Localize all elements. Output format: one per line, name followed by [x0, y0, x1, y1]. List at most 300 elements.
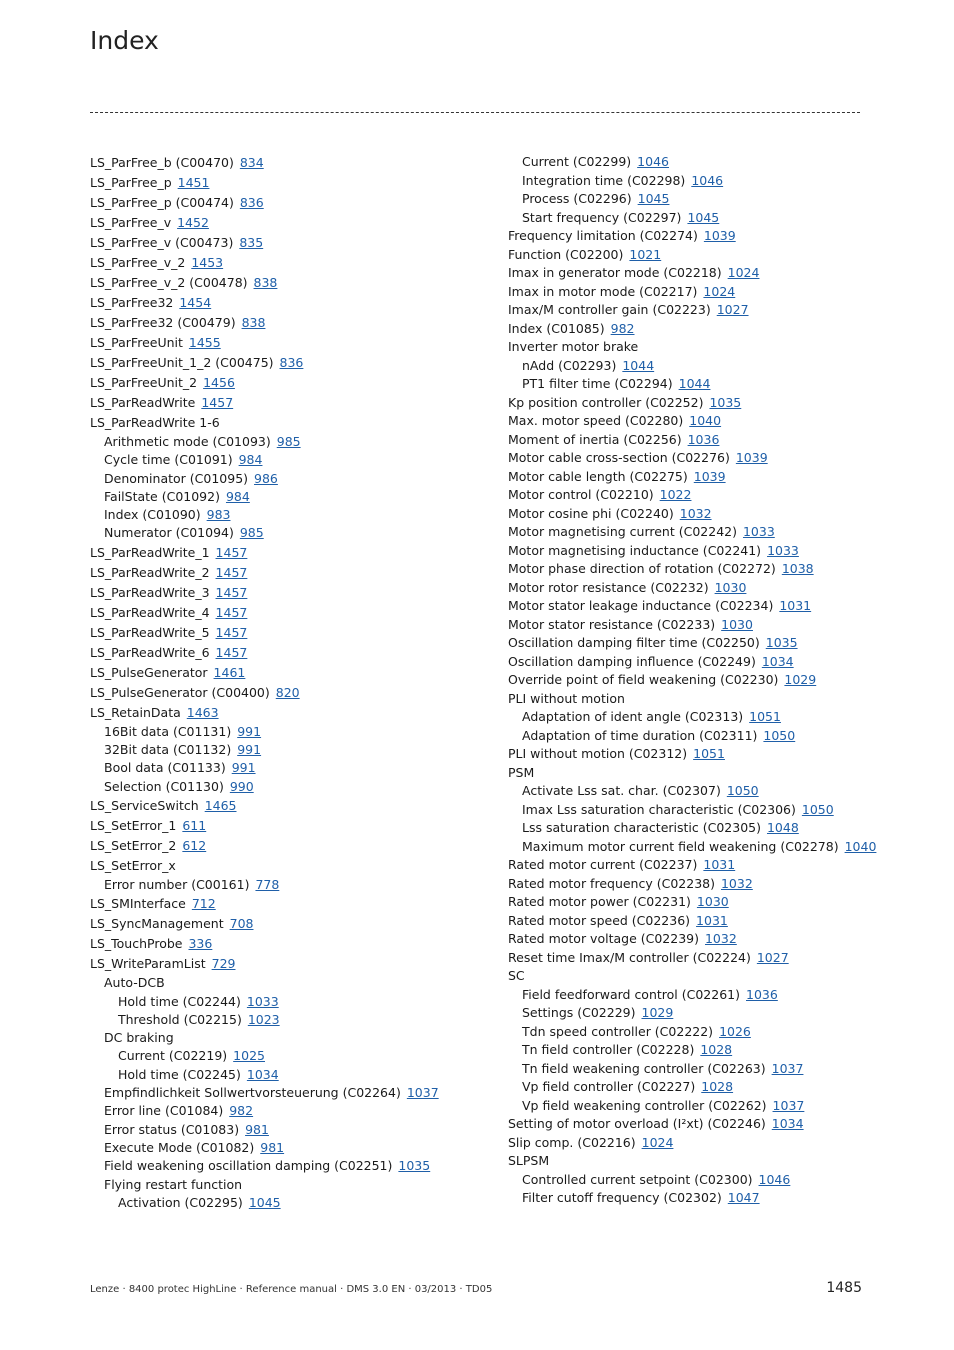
index-entry	[508, 616, 868, 635]
index-entry-label: LS_ParReadWrite	[90, 395, 196, 410]
index-entry	[90, 894, 490, 914]
index-entry	[90, 293, 490, 313]
index-entry	[90, 723, 490, 741]
page-link[interactable]: 1037	[771, 1060, 804, 1076]
index-entry	[90, 543, 490, 563]
index-entry	[508, 801, 868, 820]
index-entry-label: LS_SetError_1	[90, 817, 177, 833]
page-link[interactable]: 1030	[714, 579, 747, 595]
page-link[interactable]: 1050	[801, 801, 834, 817]
index-entry-label: Imax in generator mode (C02218)	[508, 265, 722, 280]
page-link[interactable]: 1051	[693, 746, 725, 761]
index-entry	[90, 603, 490, 623]
index-entry	[508, 375, 868, 394]
index-entry	[508, 412, 868, 431]
page-link[interactable]: 1038	[781, 561, 814, 576]
index-entry	[508, 1134, 868, 1153]
index-entry	[508, 1097, 868, 1116]
index-entry	[90, 856, 490, 876]
page-link[interactable]: 991	[237, 723, 262, 739]
page-link[interactable]: 1045	[637, 191, 670, 206]
index-entry	[90, 1084, 490, 1102]
page-link[interactable]: 1030	[721, 616, 753, 632]
page-link[interactable]: 1463	[186, 704, 219, 720]
page-link[interactable]: 983	[206, 507, 231, 523]
page-link[interactable]: 1037	[772, 1097, 805, 1113]
page-link[interactable]: 981	[245, 1121, 269, 1137]
index-entry-label: Integration time (C02298)	[522, 172, 686, 188]
page-link[interactable]: 712	[191, 896, 216, 912]
index-entry-label: LS_SetError_2	[90, 837, 177, 853]
index-entry-label: Adaptation of time duration (C02311)	[522, 727, 758, 743]
index-entry-label: LS_ParFree_v_2 (C00478)	[90, 275, 248, 290]
index-entry	[508, 875, 868, 894]
index-entry-label: LS_TouchProbe	[90, 936, 183, 952]
index-column-left	[90, 153, 490, 1212]
index-entry-label: LS_ParReadWrite_5	[90, 624, 210, 640]
index-entry-label: Setting of motor overload (I²xt) (C02246)	[508, 1116, 766, 1131]
page-link[interactable]: 1036	[746, 986, 778, 1002]
index-entry-label: Motor stator resistance (C02233)	[508, 616, 716, 632]
index-entry	[90, 1194, 490, 1212]
page-link[interactable]: 1455	[188, 335, 221, 350]
page-link[interactable]: 836	[279, 355, 304, 370]
index-entry-label: LS_ParReadWrite_3	[90, 584, 210, 600]
index-entry-label: Auto-DCB	[104, 975, 165, 991]
index-entry-label: LS_ParFree_v	[90, 215, 172, 230]
index-entry-label: Error number (C00161)	[104, 876, 250, 892]
index-entry	[508, 579, 868, 598]
index-entry	[90, 759, 490, 777]
index-entry	[90, 393, 490, 413]
index-entry	[90, 1139, 490, 1157]
index-entry	[90, 816, 490, 836]
index-entry-label: Vp field weakening controller (C02262)	[522, 1097, 767, 1113]
index-entry	[90, 1176, 490, 1194]
index-entry	[90, 1047, 490, 1065]
index-entry-label: Oscillation damping filter time (C02250)	[508, 635, 760, 650]
index-entry	[90, 836, 490, 856]
index-entry-label: Lss saturation characteristic (C02305)	[522, 820, 761, 835]
index-entry-label: Motor cable length (C02275)	[508, 468, 688, 484]
index-entry	[508, 745, 868, 764]
index-entry-label: LS_PulseGenerator (C00400)	[90, 684, 270, 700]
page-link[interactable]: 1027	[756, 949, 789, 965]
page-link[interactable]: 1457	[215, 624, 248, 640]
page-link[interactable]: 1451	[177, 175, 210, 190]
index-entry	[508, 190, 868, 209]
page-link[interactable]: 1461	[213, 664, 246, 680]
index-entry	[90, 253, 490, 273]
index-entry	[90, 623, 490, 643]
index-entry	[90, 1102, 490, 1120]
index-entry	[508, 283, 868, 302]
index-entry	[90, 470, 490, 488]
index-entry-label: Settings (C02229)	[522, 1005, 636, 1020]
index-entry-label: Activate Lss sat. char. (C02307)	[522, 783, 721, 798]
index-entry-label: Function (C02200)	[508, 246, 624, 262]
index-entry-label: LS_WriteParamList	[90, 956, 206, 972]
index-entry	[90, 506, 490, 524]
page-link[interactable]: 1031	[696, 912, 728, 928]
index-entry	[508, 357, 868, 376]
page-link[interactable]: 1031	[703, 857, 736, 872]
page-link[interactable]: 991	[237, 742, 262, 758]
index-entry	[508, 505, 868, 524]
page-link[interactable]: 1051	[749, 709, 781, 724]
index-entry	[508, 1152, 868, 1171]
index-entry-label: Motor rotor resistance (C02232)	[508, 579, 709, 595]
index-entry-label: Adaptation of ident angle (C02313)	[522, 709, 744, 724]
page-link[interactable]: 1033	[246, 993, 279, 1009]
index-entry	[90, 173, 490, 193]
index-entry-label: Override point of field weakening (C02230)	[508, 672, 779, 687]
page-link[interactable]: 1452	[177, 215, 209, 230]
index-entry-label: LS_ServiceSwitch	[90, 797, 199, 813]
index-entry-label: Hold time (C02244)	[118, 993, 241, 1009]
index-entry-label: Filter cutoff frequency (C02302)	[522, 1190, 722, 1205]
page-link[interactable]: 1050	[763, 727, 796, 743]
index-entry	[90, 524, 490, 542]
index-entry	[90, 663, 490, 683]
index-entry-label: Execute Mode (C01082)	[104, 1139, 255, 1155]
page-link[interactable]: 834	[239, 155, 264, 170]
index-entry-label: Oscillation damping influence (C02249)	[508, 653, 756, 669]
page-link[interactable]: 1457	[215, 564, 248, 580]
index-entry	[90, 1066, 490, 1084]
page-link[interactable]: 611	[182, 817, 207, 833]
index-entry	[508, 1115, 868, 1134]
index-entry	[90, 153, 490, 173]
index-entry-label: Kp position controller (C02252)	[508, 394, 704, 410]
page-link[interactable]: 984	[225, 488, 250, 504]
page-link[interactable]: 1040	[844, 838, 877, 854]
page-link[interactable]: 1457	[201, 395, 234, 410]
index-entry	[90, 213, 490, 233]
index-entry	[90, 683, 490, 703]
page-link[interactable]: 1027	[716, 302, 749, 317]
page-link[interactable]: 1046	[637, 154, 669, 169]
page-link[interactable]: 1039	[693, 468, 726, 484]
page-link[interactable]: 1036	[687, 431, 720, 447]
index-entry	[508, 1078, 868, 1097]
page-link[interactable]: 1032	[720, 875, 753, 891]
page-link[interactable]: 1034	[761, 653, 794, 669]
page-link[interactable]: 1032	[679, 505, 712, 521]
index-entry	[90, 313, 490, 333]
index-entry-label: FailState (C01092)	[104, 488, 220, 504]
index-entry	[90, 643, 490, 663]
page-link[interactable]: 1046	[691, 172, 724, 188]
page-link[interactable]: 1035	[709, 394, 742, 410]
page-link[interactable]: 838	[241, 315, 266, 330]
page-link[interactable]: 982	[229, 1103, 254, 1119]
index-entry	[508, 967, 868, 986]
index-entry-label: Rated motor speed (C02236)	[508, 912, 691, 928]
page-link[interactable]: 1035	[398, 1158, 431, 1174]
index-entry-label: 32Bit data (C01132)	[104, 742, 232, 758]
index-entry	[90, 233, 490, 253]
index-entry-label: Vp field controller (C02227)	[522, 1079, 696, 1094]
index-entry	[508, 634, 868, 653]
index-entry-label: LS_ParFree32 (C00479)	[90, 315, 236, 330]
page-link[interactable]: 985	[276, 434, 301, 449]
index-entry	[508, 856, 868, 875]
index-entry-label: Tn field weakening controller (C02263)	[522, 1060, 766, 1076]
index-entry-label: LS_ParReadWrite_2	[90, 564, 210, 580]
index-entry-label: Current (C02219)	[118, 1048, 228, 1064]
index-entry	[508, 246, 868, 265]
page-link[interactable]: 1023	[247, 1011, 280, 1027]
index-entry-label: Rated motor voltage (C02239)	[508, 931, 699, 946]
page-link[interactable]: 1457	[215, 644, 248, 660]
index-entry	[90, 583, 490, 603]
index-entry-label: LS_ParFreeUnit_1_2 (C00475)	[90, 355, 274, 370]
index-entry-label: Maximum motor current field weakening (C02278)	[522, 838, 839, 854]
page-link[interactable]: 981	[260, 1139, 285, 1155]
index-entry	[90, 974, 490, 992]
page-link[interactable]: 836	[239, 195, 264, 210]
index-entry-label: LS_PulseGenerator	[90, 664, 208, 680]
index-entry-label: Cycle time (C01091)	[104, 452, 233, 468]
page-link[interactable]: 1040	[689, 413, 722, 428]
page-link[interactable]: 1024	[641, 1134, 674, 1150]
page-link[interactable]: 835	[239, 235, 264, 250]
page-link[interactable]: 1048	[766, 820, 799, 835]
index-entry-label: Motor magnetising inductance (C02241)	[508, 542, 762, 558]
index-entry	[508, 227, 868, 246]
index-column-right	[508, 153, 877, 1208]
index-entry-label: LS_ParFreeUnit	[90, 335, 183, 350]
index-entry	[508, 727, 868, 746]
page-link[interactable]: 1025	[233, 1048, 265, 1064]
index-entry-label: LS_ParFree_p	[90, 175, 172, 190]
index-entry	[508, 1041, 868, 1060]
page-link[interactable]: 1029	[641, 1005, 674, 1020]
index-entry	[90, 433, 490, 451]
index-entry-label: Bool data (C01133)	[104, 760, 226, 776]
index-entry-label: Rated motor frequency (C02238)	[508, 875, 715, 891]
index-entry	[508, 431, 868, 450]
page-link[interactable]: 1037	[406, 1085, 439, 1101]
page-link[interactable]: 1031	[779, 598, 812, 613]
index-entry-label: PLI without motion (C02312)	[508, 746, 688, 761]
page-link[interactable]: 1457	[215, 584, 248, 600]
index-entry-label: Arithmetic mode (C01093)	[104, 434, 271, 449]
index-entry-label: LS_ParReadWrite_6	[90, 644, 210, 660]
index-entry	[508, 468, 868, 487]
page-link[interactable]: 985	[239, 525, 264, 541]
index-entry-label: 16Bit data (C01131)	[104, 723, 232, 739]
page-link[interactable]: 1457	[215, 544, 248, 560]
page-link[interactable]: 1047	[727, 1190, 760, 1205]
index-entry	[508, 653, 868, 672]
page-link[interactable]: 1045	[687, 209, 720, 225]
index-entry-label: Index (C01090)	[104, 507, 201, 523]
index-entry-label: Frequency limitation (C02274)	[508, 228, 698, 243]
index-entry-label: Reset time Imax/M controller (C02224)	[508, 949, 751, 965]
page-link[interactable]: 1453	[191, 255, 224, 270]
index-entry-label: Imax/M controller gain (C02223)	[508, 302, 711, 317]
page-link[interactable]: 708	[229, 916, 254, 932]
index-entry-label: LS_ParFree32	[90, 295, 174, 310]
index-entry	[90, 993, 490, 1011]
index-entry-label: Controlled current setpoint (C02300)	[522, 1171, 753, 1187]
index-entry	[508, 1189, 868, 1208]
index-entry	[90, 451, 490, 469]
index-entry	[508, 301, 868, 320]
index-entry-label: Field weakening oscillation damping (C02251)	[104, 1158, 393, 1174]
page-link[interactable]: 1465	[204, 797, 237, 813]
index-entry	[508, 449, 868, 468]
page-link[interactable]: 1034	[771, 1116, 804, 1131]
page-link[interactable]: 1033	[742, 524, 775, 539]
index-entry	[508, 819, 868, 838]
index-entry-label: Selection (C01130)	[104, 778, 224, 794]
page-link[interactable]: 990	[229, 778, 254, 794]
index-entry	[90, 273, 490, 293]
page-link[interactable]: 838	[253, 275, 278, 290]
index-entry	[508, 338, 868, 357]
index-entry-label: LS_ParReadWrite 1-6	[90, 415, 220, 430]
index-entry	[90, 796, 490, 816]
index-entry-label: Motor cable cross-section (C02276)	[508, 450, 730, 465]
page-link[interactable]: 1044	[678, 376, 711, 391]
page-link[interactable]: 1026	[719, 1023, 751, 1039]
index-entry	[508, 394, 868, 413]
index-entry-label: Motor stator leakage inductance (C02234)	[508, 598, 774, 613]
page-link[interactable]: 1035	[765, 635, 798, 650]
index-entry	[508, 838, 877, 857]
index-entry-label: LS_SetError_x	[90, 857, 176, 873]
page-link[interactable]: 1046	[758, 1171, 791, 1187]
page-link[interactable]: 1030	[696, 894, 729, 909]
page-link[interactable]: 986	[254, 470, 278, 486]
page-link[interactable]: 1454	[179, 295, 212, 310]
page-link[interactable]: 1033	[767, 542, 799, 558]
index-entry-label: Denominator (C01095)	[104, 470, 249, 486]
page-link[interactable]: 820	[275, 684, 300, 700]
page-link[interactable]: 1029	[784, 672, 817, 687]
index-entry-label: Index (C01085)	[508, 320, 605, 336]
index-entry	[90, 488, 490, 506]
index-entry-label: SLPSM	[508, 1153, 550, 1168]
page-link[interactable]: 1022	[659, 487, 692, 502]
page-link[interactable]: 1045	[248, 1194, 281, 1210]
index-entry	[508, 930, 868, 949]
index-entry-label: PSM	[508, 764, 535, 780]
index-entry	[508, 320, 868, 339]
index-entry	[90, 1011, 490, 1029]
page-link[interactable]: 778	[255, 876, 280, 892]
page-link[interactable]: 1034	[246, 1066, 279, 1082]
index-entry-label: Inverter motor brake	[508, 339, 639, 354]
page-link[interactable]: 982	[610, 320, 635, 336]
index-entry	[508, 172, 868, 191]
index-entry	[90, 373, 490, 393]
index-entry-label: Motor magnetising current (C02242)	[508, 524, 737, 539]
index-entry	[90, 741, 490, 759]
page-link[interactable]: 1024	[727, 265, 760, 280]
index-entry	[508, 912, 868, 931]
index-entry	[508, 486, 868, 505]
index-entry	[508, 949, 868, 968]
index-entry-label: Imax in motor mode (C02217)	[508, 283, 698, 299]
index-entry	[90, 1121, 490, 1139]
page-link[interactable]: 1021	[629, 246, 662, 262]
index-entry	[508, 523, 868, 542]
index-entry-label: Error status (C01083)	[104, 1121, 240, 1137]
index-entry-label: LS_RetainData	[90, 704, 181, 720]
index-entry-label: LS_ParReadWrite_1	[90, 544, 210, 560]
index-entry	[90, 703, 490, 723]
index-entry	[508, 671, 868, 690]
index-entry-label: Motor phase direction of rotation (C02272)	[508, 561, 776, 576]
page-title: Index	[90, 26, 159, 55]
index-entry-label: SC	[508, 968, 525, 983]
index-entry-label: Slip comp. (C02216)	[508, 1134, 636, 1150]
page-link[interactable]: 1039	[703, 228, 736, 243]
page-link[interactable]: 729	[211, 956, 236, 972]
index-entry	[90, 193, 490, 213]
index-entry-label: Process (C02296)	[522, 191, 632, 206]
index-entry-label: Current (C02299)	[522, 154, 632, 169]
page-link[interactable]: 991	[231, 760, 256, 776]
page-link[interactable]: 612	[182, 837, 207, 853]
index-entry-label: DC braking	[104, 1030, 174, 1046]
page-link[interactable]: 1028	[701, 1079, 734, 1094]
index-entry-label: Field feedforward control (C02261)	[522, 986, 740, 1002]
index-entry	[90, 778, 490, 796]
index-entry-label: LS_ParFree_v (C00473)	[90, 235, 234, 250]
page-link[interactable]: 1039	[735, 450, 768, 465]
index-entry	[90, 333, 490, 353]
page-link[interactable]: 1044	[622, 357, 655, 373]
index-entry-label: Tn field controller (C02228)	[522, 1042, 695, 1057]
page-link[interactable]: 1457	[215, 604, 248, 620]
page-link[interactable]: 336	[188, 936, 213, 952]
index-entry-label: Empfindlichkeit Sollwertvorsteuerung (C02264)	[104, 1085, 401, 1101]
index-entry-label: Rated motor current (C02237)	[508, 857, 698, 872]
index-entry-label: Threshold (C02215)	[118, 1011, 242, 1027]
index-entry-label: Hold time (C02245)	[118, 1066, 241, 1082]
page-link[interactable]: 1024	[703, 283, 736, 299]
index-entry	[508, 542, 868, 561]
index-entry	[508, 893, 868, 912]
index-entry	[508, 690, 868, 709]
page-link[interactable]: 1032	[704, 931, 737, 946]
page-link[interactable]: 1050	[726, 783, 759, 798]
index-entry-label: LS_ParReadWrite_4	[90, 604, 210, 620]
page-link[interactable]: 1028	[700, 1042, 733, 1057]
index-entry	[90, 413, 490, 433]
index-entry-label: Numerator (C01094)	[104, 525, 234, 541]
index-entry-label: Error line (C01084)	[104, 1103, 224, 1119]
index-entry	[508, 764, 868, 783]
index-entry-label: Imax Lss saturation characteristic (C02306)	[522, 801, 796, 817]
index-entry-label: nAdd (C02293)	[522, 357, 617, 373]
index-entry	[90, 1157, 490, 1175]
index-entry	[508, 264, 868, 283]
index-entry-label: PT1 filter time (C02294)	[522, 376, 673, 391]
index-entry-label: Moment of inertia (C02256)	[508, 431, 682, 447]
dashed-divider	[90, 112, 860, 113]
page-link[interactable]: 1456	[203, 375, 235, 390]
index-entry	[508, 708, 868, 727]
index-entry	[508, 597, 868, 616]
page-link[interactable]: 984	[238, 452, 263, 468]
index-entry	[90, 914, 490, 934]
